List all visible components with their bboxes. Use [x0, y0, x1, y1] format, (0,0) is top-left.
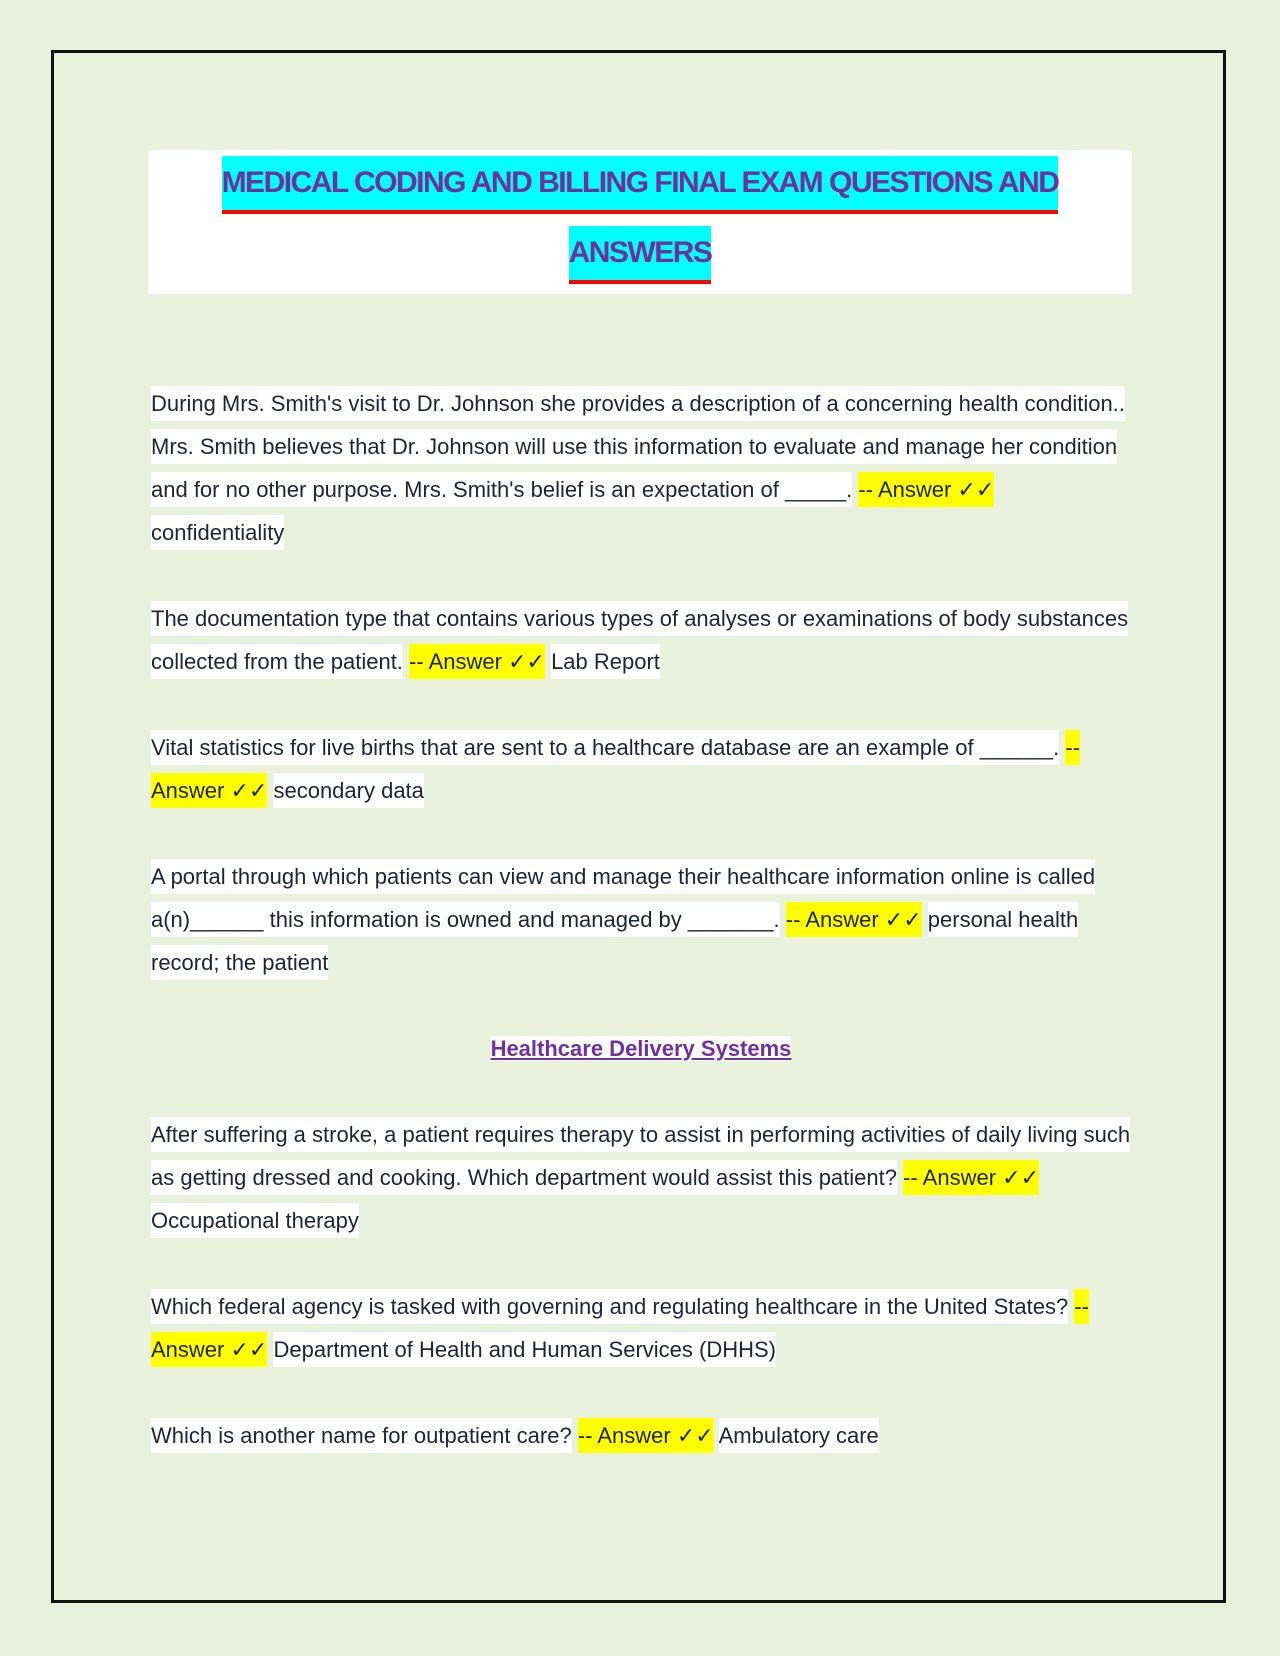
document-body: [151, 382, 1131, 1500]
qa-item: [151, 382, 1131, 554]
section-heading-text: Healthcare Delivery Systems: [490, 1036, 792, 1061]
answer-text: Occupational therapy: [151, 1203, 359, 1238]
answer-marker: -- Answer ✓✓: [786, 902, 922, 937]
answer-text: personal health record; the patient: [151, 902, 1078, 980]
title-block: [148, 150, 1132, 294]
qa-item: [151, 1285, 1131, 1371]
question-text: Which federal agency is tasked with governing and regulating healthcare in the United States?: [151, 1289, 1068, 1324]
qa-item: [151, 726, 1131, 812]
question-text: During Mrs. Smith's visit to Dr. Johnson she provides a description of a concerning health condition.. Mrs. Smith believes that Dr. Johnson will use this information to evaluate and manage her condition and for no other purpose. Mrs. Smith's belief is an expectation of _____.: [151, 386, 1125, 507]
answer-text: secondary data: [273, 773, 423, 808]
answer-text: confidentiality: [151, 515, 284, 550]
answer-marker: -- Answer ✓✓: [858, 472, 994, 507]
qa-item: [151, 1113, 1131, 1242]
answer-marker: -- Answer ✓✓: [151, 730, 1080, 808]
question-text: Vital statistics for live births that are sent to a healthcare database are an example of ______.: [151, 730, 1059, 765]
answer-marker: -- Answer ✓✓: [903, 1160, 1039, 1195]
question-text: A portal through which patients can view and manage their healthcare information online is called a(n)______ this information is owned and managed by _______.: [151, 859, 1095, 937]
question-text: The documentation type that contains various types of analyses or examinations of body substances collected from the patient.: [151, 601, 1128, 679]
document-title-line-1: MEDICAL CODING AND BILLING FINAL EXAM QUESTIONS AND: [222, 156, 1059, 214]
answer-text: Lab Report: [551, 644, 660, 679]
qa-item: [151, 855, 1131, 984]
section-heading: [151, 1027, 1131, 1070]
answer-text: Ambulatory care: [719, 1418, 879, 1453]
answer-text: Department of Health and Human Services (DHHS): [273, 1332, 776, 1367]
answer-marker: -- Answer ✓✓: [578, 1418, 714, 1453]
answer-marker: -- Answer ✓✓: [151, 1289, 1089, 1367]
question-text: After suffering a stroke, a patient requires therapy to assist in performing activities of daily living such as getting dressed and cooking. Which department would assist this patient?: [151, 1117, 1130, 1195]
question-text: Which is another name for outpatient care?: [151, 1418, 572, 1453]
answer-marker: -- Answer ✓✓: [409, 644, 545, 679]
qa-item: [151, 1414, 1131, 1457]
qa-item: [151, 597, 1131, 683]
document-title-line-2: ANSWERS: [569, 226, 712, 284]
